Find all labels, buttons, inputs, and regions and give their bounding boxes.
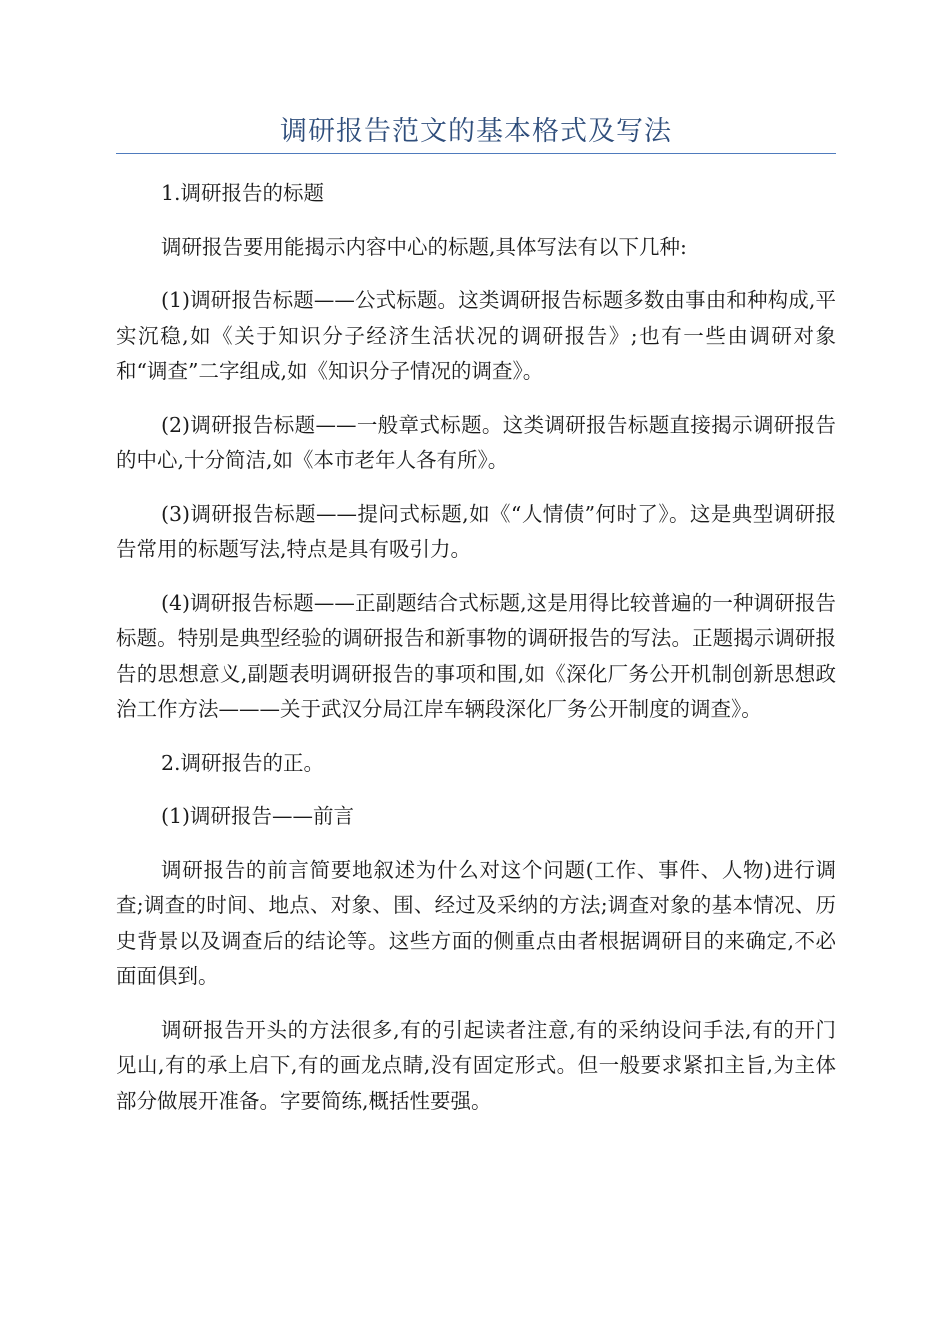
paragraph-preface: 调研报告的前言简要地叙述为什么对这个问题(工作、事件、人物)进行调查;调查的时间、地点、对象、围、经过及采纳的方法;调查对象的基本情况、历史背景以及调查后的结论等。这些方面的侧重点由者根据调研目的来确定,不必面面俱到。 [116, 857, 836, 988]
title-underline [116, 153, 836, 154]
paragraph-combined-title: (4)调研报告标题——正副题结合式标题,这是用得比较普遍的一种调研报告标题。特别是典型经验的调研报告和新事物的调研报告的写法。正题揭示调研报告的思想意义,副题表明调研报告的事项和围,如《深化厂务公开机制创新思想政治工作方法———关于武汉分局江岸车辆段深化厂务公开制度的调查》。 [116, 590, 836, 721]
paragraph-question-title: (3)调研报告标题——提问式标题,如《“人情债”何时了》。这是典型调研报告常用的标题写法,特点是具有吸引力。 [116, 501, 836, 561]
paragraph-formula-title: (1)调研报告标题——公式标题。这类调研报告标题多数由事由和种构成,平实沉稳,如《关于知识分子经济生活状况的调研报告》;也有一些由调研对象和“调查”二字组成,如《知识分子情况的调查》。 [116, 288, 836, 383]
document-page [116, 0, 836, 1344]
paragraph-opening-methods: 调研报告开头的方法很多,有的引起读者注意,有的采纳设问手法,有的开门见山,有的承上启下,有的画龙点睛,没有固定形式。但一般要求紧扣主旨,为主体部分做展开准备。字要简练,概括性要强。 [116, 1017, 836, 1113]
document-body [116, 176, 836, 1137]
paragraph-title-intro: 调研报告要用能揭示内容中心的标题,具体写法有以下几种: [161, 234, 687, 259]
subheading-preface: (1)调研报告——前言 [161, 804, 355, 828]
paragraph-general-title: (2)调研报告标题——一般章式标题。这类调研报告标题直接揭示调研报告的中心,十分简洁,如《本市老年人各有所》。 [116, 412, 836, 472]
section-heading-title: 1.调研报告的标题 [161, 181, 325, 205]
document-title: 调研报告范文的基本格式及写法 [280, 116, 672, 147]
section-heading-body: 2.调研报告的正。 [161, 750, 325, 775]
